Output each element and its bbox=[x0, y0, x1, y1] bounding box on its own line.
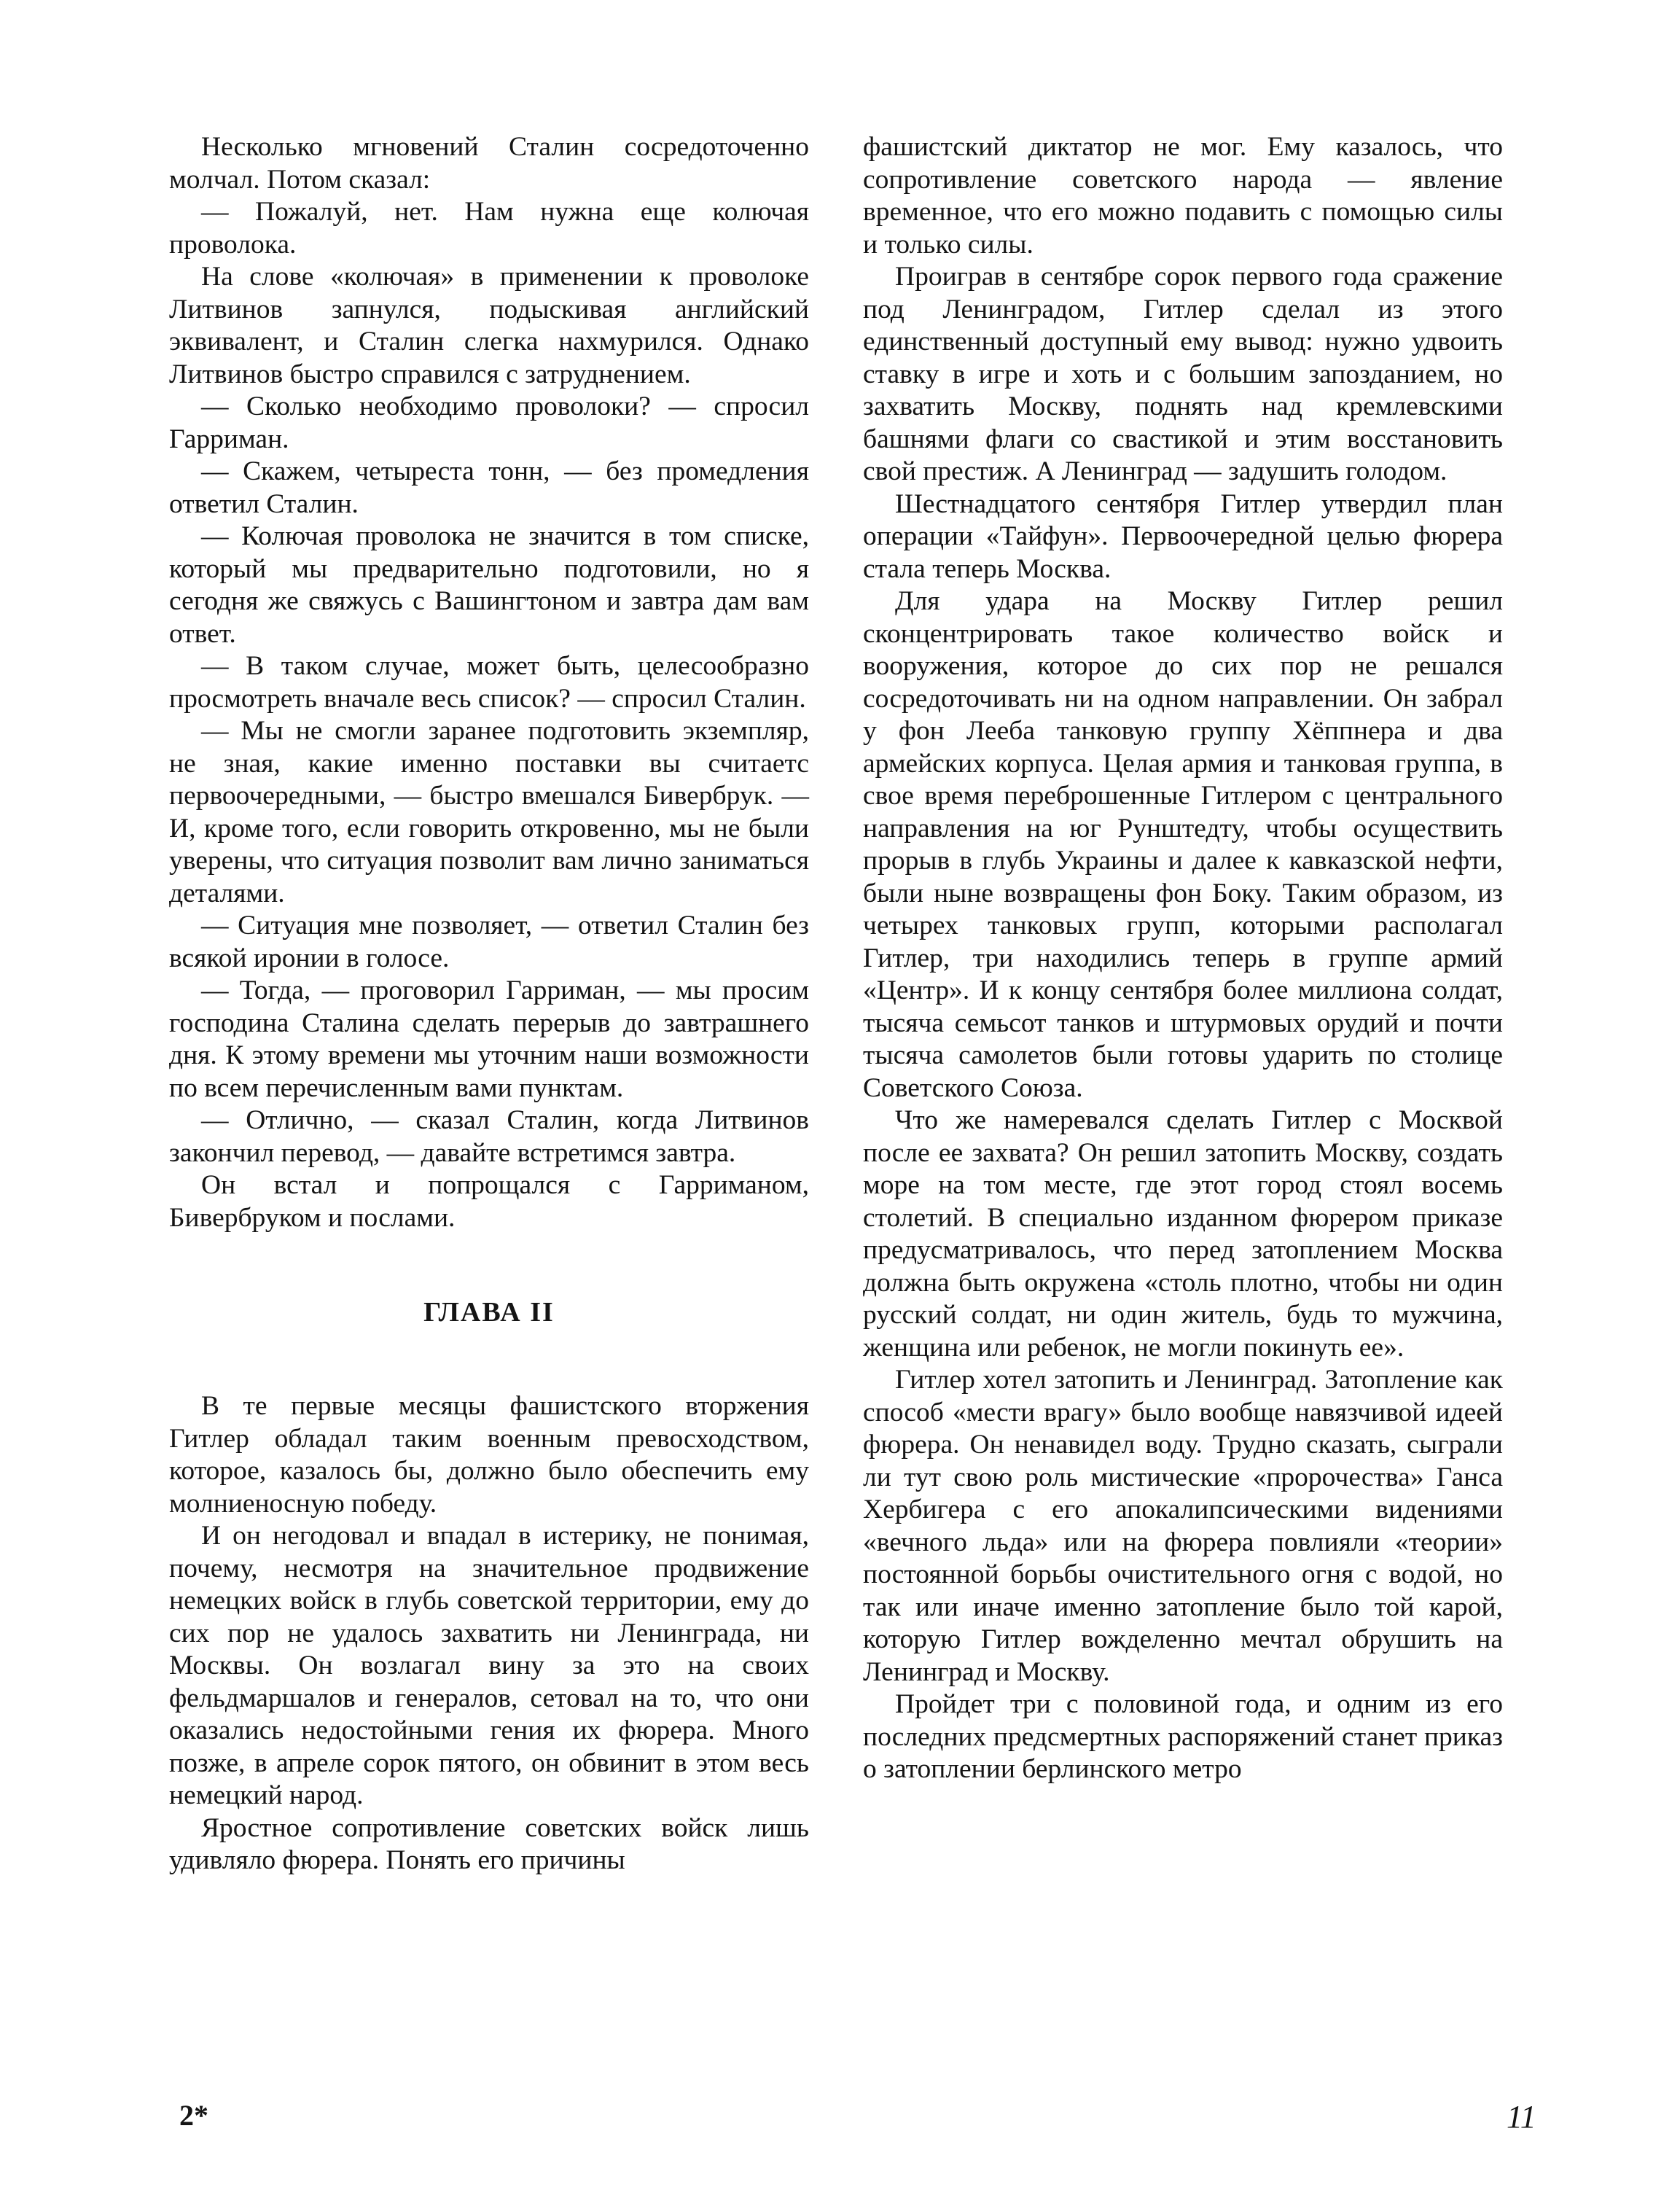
paragraph: Для удара на Москву Гитлер решил сконцентрировать такое количество войск и вооружения, которое до сих пор не решался сосредоточивать ни на одном направлении. Он забрал у фон Лееба танковую группу Хёппнера и два армейских корпуса. Целая армия и танковая группа, в свое время переброшенные Гитлером с центрального направления на юг Рунштедту, чтобы осуществить прорыв в глубь Украины и далее к кавказской нефти, были ныне возвращены фон Боку. Таким образом, из четырех танковых групп, которыми располагал Гитлер, три находились теперь в группе армий «Центр». И к концу сентября более миллиона солдат, тысяча семьсот танков и штурмовых орудий и почти тысяча самолетов были готовы ударить по столице Советского Союза. bbox=[863, 586, 1503, 1103]
left-column bbox=[169, 131, 809, 1877]
paragraph: Он встал и попрощался с Гарриманом, Бивербруком и послами. bbox=[169, 1170, 809, 1233]
page-number: 11 bbox=[1507, 2099, 1536, 2135]
paragraph: — Скажем, четыреста тонн, — без промедления ответил Сталин. bbox=[169, 456, 809, 519]
paragraph: В те первые месяцы фашистского вторжения Гитлер обладал таким военным превосходством, которое, казалось бы, должно было обеспечить ему молниеносную победу. bbox=[169, 1391, 809, 1519]
right-column bbox=[863, 131, 1503, 1786]
paragraph: Что же намеревался сделать Гитлер с Москвой после ее захвата? Он решил затопить Москву, создать море на том месте, где этот город стоял восемь столетий. В специально изданном фюрером приказе предусматривалось, что перед затоплением Москва должна быть окружена «столь плотно, чтобы ни один русский солдат, ни один житель, будь то мужчина, женщина или ребенок, не могли покинуть ее». bbox=[863, 1105, 1503, 1363]
signature-mark: 2* bbox=[179, 2099, 208, 2132]
paragraph: — Ситуация мне позволяет, — ответил Сталин без всякой иронии в голосе. bbox=[169, 911, 809, 973]
paragraph: И он негодовал и впадал в истерику, не понимая, почему, несмотря на значительное продвижение немецких войск в глубь советской территории, ему до сих пор не удалось захватить ни Ленинграда, ни Москвы. Он возлагал вину за это на своих фельдмаршалов и генералов, сетовал на то, что они оказались недостойными гения их фюрера. Много позже, в апреле сорок пятого, он обвинит в этом весь немецкий народ. bbox=[169, 1521, 809, 1810]
paragraph: — Колючая проволока не значится в том списке, который мы предварительно подготовили, но я сегодня же свяжусь с Вашингтоном и завтра дам вам ответ. bbox=[169, 521, 809, 649]
paragraph: Яростное сопротивление советских войск лишь удивляло фюрера. Понять его причины bbox=[169, 1812, 809, 1875]
paragraph: Проиграв в сентябре сорок первого года сражение под Ленинградом, Гитлер сделал из этого единственный доступный ему вывод: нужно удвоить ставку в игре и хоть и с большим запозданием, но захватить Москву, поднять над кремлевскими башнями флаги со свастикой и этим восстановить свой престиж. А Ленинград — задушить голодом. bbox=[863, 262, 1503, 486]
paragraph: — Тогда, — проговорил Гарриман, — мы просим господина Сталина сделать перерыв до завтрашнего дня. К этому времени мы уточним наши возможности по всем перечисленным вами пунктам. bbox=[169, 975, 809, 1103]
chapter-title: ГЛАВА II bbox=[423, 1297, 555, 1328]
paragraph: Пройдет три с половиной года, и одним из его последних предсмертных распоряжений станет приказ о затоплении берлинского метро bbox=[863, 1689, 1503, 1784]
paragraph: Несколько мгновений Сталин сосредоточенно молчал. Потом сказал: bbox=[169, 132, 809, 195]
paragraph: Гитлер хотел затопить и Ленинград. Затопление как способ «мести врагу» было вообще навязчивой идеей фюрера. Он ненавидел воду. Трудно сказать, сыграли ли тут свою роль мистические «пророчества» Ганса Хербигера с его апокалипсическими видениями «вечного льда» или на фюрера повлияли «теории» постоянной борьбы очистительного огня с водой, но так или иначе именно затопление было той карой, которую Гитлер вожделенно мечтал обрушить на Ленинград и Москву. bbox=[863, 1365, 1503, 1687]
paragraph: На слове «колючая» в применении к проволоке Литвинов запнулся, подыскивая английский эквивалент, и Сталин слегка нахмурился. Однако Литвинов быстро справился с затруднением. bbox=[169, 262, 809, 389]
paragraph: Шестнадцатого сентября Гитлер утвердил план операции «Тайфун». Первоочередной целью фюрера стала теперь Москва. bbox=[863, 488, 1503, 584]
paragraph: — Отлично, — сказал Сталин, когда Литвинов закончил перевод, — давайте встретимся завтра. bbox=[169, 1105, 809, 1168]
paragraph: — В таком случае, может быть, целесообразно просмотреть вначале весь список? — спросил Сталин. bbox=[169, 651, 809, 714]
paragraph-continued: фашистский диктатор не мог. Ему казалось, что сопротивление советского народа — явление временное, что его можно подавить с помощью силы и только силы. bbox=[863, 132, 1503, 260]
paragraph: — Сколько необходимо проволоки? — спросил Гарриман. bbox=[169, 391, 809, 454]
paragraph: — Мы не смогли заранее подготовить экземпляр, не зная, какие именно поставки вы считаетс первоочередными, — быстро вмешался Бивербрук. — И, кроме того, если говорить откровенно, мы не были уверены, что ситуация позволит вам лично заниматься деталями. bbox=[169, 716, 809, 908]
paragraph: — Пожалуй, нет. Нам нужна еще колючая проволока. bbox=[169, 197, 809, 260]
